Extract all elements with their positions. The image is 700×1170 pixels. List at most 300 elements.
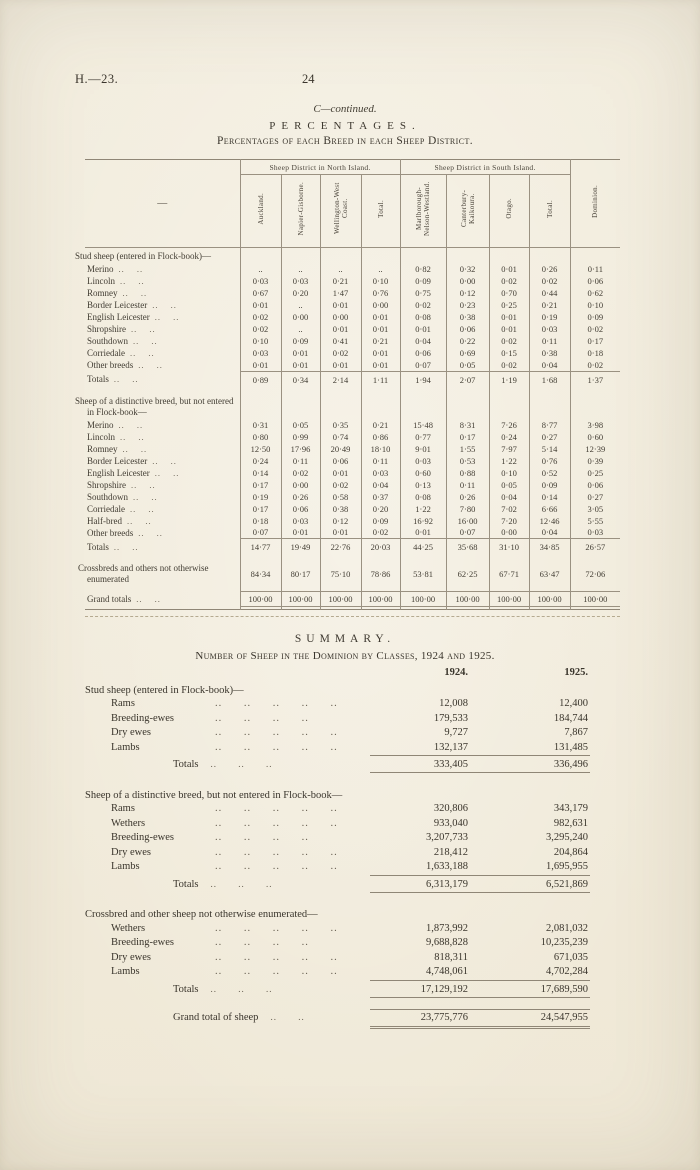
value-cell: 0·12 xyxy=(320,515,361,527)
row-label: Dry ewes xyxy=(111,727,151,738)
row-label xyxy=(85,287,240,299)
totals-label xyxy=(85,371,240,388)
value-cell: 0·21 xyxy=(529,299,570,311)
value-cell: 12·39 xyxy=(570,443,620,455)
value-cell: 0·02 xyxy=(489,275,529,287)
table-row xyxy=(85,299,620,311)
value-cell: 0·60 xyxy=(570,431,620,443)
value-cell: 0·38 xyxy=(529,347,570,359)
spacer-row xyxy=(85,773,590,785)
value-cell: 15·48 xyxy=(400,419,446,431)
value-cell: 0·82 xyxy=(400,263,446,275)
summary-totals-row xyxy=(85,980,590,997)
value-cell: 8·77 xyxy=(529,419,570,431)
value-cell: 0·02 xyxy=(240,311,281,323)
table-end-rule xyxy=(85,616,620,617)
crossbreds-label xyxy=(78,560,240,586)
leader-dots: .. .. .. .. xyxy=(215,937,309,948)
leader-dots: .. .. .. .. .. xyxy=(215,698,338,709)
row-label xyxy=(85,431,240,443)
value-cell: 100·00 xyxy=(529,591,570,606)
value-cell xyxy=(361,606,400,609)
value-cell: 1·22 xyxy=(400,503,446,515)
row-label xyxy=(85,275,240,287)
value-cell: 0·52 xyxy=(529,467,570,479)
value-cell: 1·68 xyxy=(529,371,570,388)
value-cell: 0·86 xyxy=(361,431,400,443)
value-cell: 1·55 xyxy=(446,443,489,455)
value-1924: 320,806 xyxy=(433,803,468,814)
percentages-heading: PERCENTAGES. xyxy=(269,120,421,132)
value-1925: 10,235,239 xyxy=(540,937,588,948)
value-cell: 0·76 xyxy=(361,287,400,299)
summary-row xyxy=(85,936,590,951)
grand-total-row xyxy=(85,1009,590,1027)
value-cell: 0·20 xyxy=(361,503,400,515)
row-label-text: Border Leicester xyxy=(87,455,148,466)
otago-header-text: Otago. xyxy=(505,198,514,219)
leader-dots: .. .. xyxy=(118,264,144,274)
value-1925: 131,485 xyxy=(553,741,588,753)
value-cell: 0·60 xyxy=(400,467,446,479)
value-cell: 0·62 xyxy=(570,287,620,299)
row-label: Breeding-ewes xyxy=(111,832,174,843)
value-cell: 0·01 xyxy=(320,323,361,335)
value-cell xyxy=(400,248,446,264)
row-label xyxy=(85,467,240,479)
dominion-header-text: Dominion. xyxy=(591,184,600,218)
leader-dots: .. .. xyxy=(129,503,155,514)
value-cell: 0·01 xyxy=(361,347,400,359)
value-cell: 0·10 xyxy=(240,335,281,347)
row-label: Rams xyxy=(111,803,135,814)
value-cell: 0·01 xyxy=(320,359,361,371)
continued-note: C—continued. xyxy=(313,103,377,115)
value-cell: 0·14 xyxy=(240,467,281,479)
value-cell: 0·02 xyxy=(320,479,361,491)
south-island-total-header-text: Total. xyxy=(545,199,554,218)
section-title xyxy=(85,904,590,922)
value-1924: 1,633,188 xyxy=(426,861,468,872)
leader-dots: .. .. xyxy=(120,276,145,286)
value-cell: 0·69 xyxy=(446,347,489,359)
value-cell: 0·01 xyxy=(320,467,361,479)
totals-1924: 6,313,179 xyxy=(370,875,470,892)
row-label: Breeding-ewes xyxy=(111,937,174,948)
summary-totals-row xyxy=(85,875,590,892)
value-cell xyxy=(570,248,620,264)
value-cell: 0·02 xyxy=(529,275,570,287)
summary-section-row xyxy=(85,785,590,803)
value-cell: .. xyxy=(361,263,400,275)
value-cell: 1·94 xyxy=(400,371,446,388)
totals-label xyxy=(85,756,370,773)
value-1924: 4,748,061 xyxy=(426,966,468,977)
table-row xyxy=(85,347,620,359)
value-cell xyxy=(400,606,446,609)
leader-dots: .. .. .. xyxy=(210,878,273,889)
value-cell: 31·10 xyxy=(489,539,529,556)
value-cell: 0·01 xyxy=(361,359,400,371)
marlborough-nelson-westland-header-text: Marlborough-Nelson-Westland. xyxy=(415,181,432,236)
row-label xyxy=(85,419,240,431)
table-row xyxy=(85,359,620,371)
table-row xyxy=(85,323,620,335)
summary-section-row xyxy=(85,904,590,922)
value-cell: .. xyxy=(281,299,320,311)
value-cell: 100·00 xyxy=(320,591,361,606)
value-cell: 0·38 xyxy=(320,503,361,515)
value-cell: 100·00 xyxy=(400,591,446,606)
row-label xyxy=(85,479,240,491)
value-cell: 0·07 xyxy=(240,527,281,539)
leader-dots: .. .. .. .. xyxy=(215,712,309,724)
value-cell: 72·06 xyxy=(570,560,620,586)
value-cell xyxy=(240,393,281,419)
wellington-west-coast-column-header xyxy=(320,175,361,248)
value-cell: 16·92 xyxy=(400,515,446,527)
table-row xyxy=(85,287,620,299)
summary-section-row xyxy=(85,680,590,698)
year-header-row xyxy=(85,665,590,680)
value-cell: 1·11 xyxy=(361,371,400,388)
table-row xyxy=(85,248,620,264)
value-cell: 0·11 xyxy=(281,455,320,467)
row-label xyxy=(85,491,240,503)
value-cell: 80·17 xyxy=(281,560,320,586)
table-row xyxy=(85,539,620,556)
leader-dots: .. .. .. .. .. xyxy=(215,846,338,858)
summary-totals-row xyxy=(85,756,590,773)
section-title-text: Crossbred and other sheep not otherwise enumerated— xyxy=(85,909,318,920)
page-header xyxy=(65,72,625,88)
value-cell: 7·26 xyxy=(489,419,529,431)
value-cell: 3·05 xyxy=(570,503,620,515)
value-cell: 0·02 xyxy=(361,527,400,539)
value-1925: 2,081,032 xyxy=(546,922,588,934)
value-cell: 0·41 xyxy=(320,335,361,347)
value-cell: 0·09 xyxy=(400,275,446,287)
value-1924: 818,311 xyxy=(434,951,468,963)
table-row xyxy=(85,560,620,586)
table-row xyxy=(85,491,620,503)
value-cell xyxy=(570,393,620,419)
row-label-text: Romney xyxy=(87,288,118,298)
value-cell: 100·00 xyxy=(240,591,281,606)
value-cell: .. xyxy=(320,263,361,275)
summary-row xyxy=(85,697,590,712)
grand-total-label xyxy=(85,1009,370,1027)
value-cell: 0·12 xyxy=(446,287,489,299)
value-cell: 0·11 xyxy=(570,263,620,275)
value-cell: 7·20 xyxy=(489,515,529,527)
leader-dots: .. .. xyxy=(152,300,177,310)
dominion-column-header xyxy=(570,160,620,248)
value-cell xyxy=(281,248,320,264)
leader-dots: .. .. xyxy=(270,1012,305,1022)
value-cell: 0·06 xyxy=(446,323,489,335)
value-cell: 0·01 xyxy=(489,263,529,275)
table-row xyxy=(85,503,620,515)
value-cell xyxy=(489,606,529,609)
table-row xyxy=(85,393,620,419)
summary-row xyxy=(85,726,590,741)
value-cell: 0·06 xyxy=(570,479,620,491)
value-cell: 0·38 xyxy=(446,311,489,323)
table-row xyxy=(85,431,620,443)
totals-label xyxy=(85,539,240,556)
row-label-text: Lincoln xyxy=(87,276,115,286)
value-cell: 0·09 xyxy=(361,515,400,527)
value-cell: 0·39 xyxy=(570,455,620,467)
summary-subheading: Number of Sheep in the Dominion by Classes, 1924 and 1925. xyxy=(195,649,495,662)
value-cell: 0·37 xyxy=(361,491,400,503)
value-cell: 0·58 xyxy=(320,491,361,503)
summary-row xyxy=(85,712,590,727)
value-1924: 179,533 xyxy=(433,712,468,724)
value-cell: 0·88 xyxy=(446,467,489,479)
value-cell: 0·03 xyxy=(281,515,320,527)
value-cell xyxy=(320,393,361,419)
section-title xyxy=(75,248,240,264)
north-island-total-header-text: Total. xyxy=(376,199,385,218)
row-label xyxy=(85,347,240,359)
value-cell: 0·74 xyxy=(320,431,361,443)
value-cell: 0·00 xyxy=(320,311,361,323)
table-row xyxy=(85,443,620,455)
value-cell: 0·00 xyxy=(281,311,320,323)
value-1925: 3,295,240 xyxy=(546,832,588,843)
value-cell: 12·46 xyxy=(529,515,570,527)
leader-dots: .. .. xyxy=(138,360,163,370)
value-cell: 0·05 xyxy=(446,359,489,371)
row-label xyxy=(85,527,240,539)
value-1924: 9,727 xyxy=(444,727,468,738)
value-cell: 0·02 xyxy=(320,347,361,359)
value-cell: 67·71 xyxy=(489,560,529,586)
value-cell: 78·86 xyxy=(361,560,400,586)
row-label-text: Totals xyxy=(87,374,109,385)
value-cell: 0·01 xyxy=(489,311,529,323)
north-island-group-header: Sheep District in North Island. xyxy=(240,160,400,175)
row-label: Wethers xyxy=(111,922,146,934)
totals-1925: 17,689,590 xyxy=(470,980,590,997)
leader-dots: .. .. .. .. .. xyxy=(215,803,338,814)
totals-label xyxy=(85,875,370,892)
value-cell: 0·18 xyxy=(570,347,620,359)
value-cell: .. xyxy=(240,263,281,275)
value-cell: 0·03 xyxy=(240,275,281,287)
leader-dots: .. .. .. xyxy=(210,759,273,769)
summary-table-body xyxy=(85,665,590,1028)
value-cell: 0·24 xyxy=(240,455,281,467)
row-label xyxy=(85,299,240,311)
leader-dots: .. .. xyxy=(154,312,180,322)
value-cell: 20·49 xyxy=(320,443,361,455)
value-cell: 0·10 xyxy=(361,275,400,287)
value-cell: 63·47 xyxy=(529,560,570,586)
totals-label-text: Totals xyxy=(173,878,199,890)
row-label-text: Stud sheep (entered in Flock-book)— xyxy=(75,251,211,261)
value-cell xyxy=(240,606,281,609)
value-cell: 100·00 xyxy=(570,591,620,606)
row-label-text: Other breeds xyxy=(87,360,134,370)
totals-label-text: Totals xyxy=(173,759,199,770)
value-cell: 0·03 xyxy=(570,527,620,539)
value-cell: 53·81 xyxy=(400,560,446,586)
percent-table-title: Percentages of each Breed in each Sheep District. xyxy=(216,135,474,147)
value-cell: 0·07 xyxy=(446,527,489,539)
value-cell: 0·20 xyxy=(281,287,320,299)
value-1925: 12,400 xyxy=(559,698,588,709)
value-cell: 0·89 xyxy=(240,371,281,388)
leader-dots: .. .. .. .. .. xyxy=(215,861,338,873)
value-cell: 0·18 xyxy=(240,515,281,527)
wellington-west-coast-header-text: Wellington-West Coast. xyxy=(332,182,349,235)
value-cell: 1·19 xyxy=(489,371,529,388)
value-cell: 7·80 xyxy=(446,503,489,515)
value-cell: 17·96 xyxy=(281,443,320,455)
value-1925: 7,867 xyxy=(564,727,588,738)
value-cell: 0·06 xyxy=(570,275,620,287)
value-cell xyxy=(361,248,400,264)
south-island-total-column-header xyxy=(529,175,570,248)
value-cell: 0·02 xyxy=(570,323,620,335)
value-cell: 0·10 xyxy=(570,299,620,311)
napier-gisborne-header-text: Napier-Gisborne. xyxy=(296,181,305,236)
leader-dots: .. .. xyxy=(126,515,152,526)
row-label-text: Lincoln xyxy=(87,431,115,442)
row-label xyxy=(85,263,240,275)
summary-row xyxy=(85,831,590,846)
totals-label-text: Totals xyxy=(173,983,199,995)
row-label: Breeding-ewes xyxy=(111,712,174,724)
totals-label xyxy=(85,980,370,997)
value-cell: 16·00 xyxy=(446,515,489,527)
summary-row xyxy=(85,860,590,875)
row-label: Lambs xyxy=(111,861,140,873)
value-cell: 5·55 xyxy=(570,515,620,527)
value-cell: 0·09 xyxy=(529,479,570,491)
row-label-text: Shropshire xyxy=(87,479,126,490)
value-cell: 0·09 xyxy=(281,335,320,347)
value-cell xyxy=(529,393,570,419)
value-cell: 0·00 xyxy=(361,299,400,311)
row-label-text: Southdown xyxy=(87,491,129,502)
value-cell: 0·11 xyxy=(361,455,400,467)
value-cell xyxy=(489,393,529,419)
value-cell xyxy=(320,606,361,609)
leader-dots: .. .. .. .. .. xyxy=(215,966,338,978)
value-cell: 0·01 xyxy=(400,527,446,539)
value-1924: 218,412 xyxy=(433,846,468,858)
value-cell: 0·09 xyxy=(570,311,620,323)
year-1924-header: 1924. xyxy=(444,666,468,678)
corner-cell: — xyxy=(85,160,240,248)
value-cell: 5·14 xyxy=(529,443,570,455)
value-cell: 0·01 xyxy=(320,299,361,311)
leader-dots: .. .. .. .. .. xyxy=(215,922,338,934)
value-cell xyxy=(446,248,489,264)
row-label: Lambs xyxy=(111,741,140,753)
value-cell: 1·47 xyxy=(320,287,361,299)
value-1924: 12,008 xyxy=(439,698,468,709)
value-cell: 0·13 xyxy=(400,479,446,491)
totals-1925: 6,521,869 xyxy=(470,875,590,892)
row-label-text: Half-bred xyxy=(87,515,122,526)
table-row xyxy=(85,311,620,323)
row-label-text: Merino xyxy=(87,419,114,430)
value-cell: 0·21 xyxy=(361,419,400,431)
value-cell: 0·15 xyxy=(489,347,529,359)
table-row xyxy=(85,371,620,388)
row-label-text: Totals xyxy=(87,541,109,552)
value-cell: 0·01 xyxy=(281,527,320,539)
value-cell: 0·06 xyxy=(320,455,361,467)
leader-dots: .. .. xyxy=(122,288,148,298)
leader-dots: .. .. xyxy=(113,541,139,552)
value-cell: 0·10 xyxy=(489,467,529,479)
value-1925: 4,702,284 xyxy=(546,966,588,977)
summary-table xyxy=(85,665,590,1029)
value-cell: 0·04 xyxy=(529,359,570,371)
row-label-text: English Leicester xyxy=(87,312,150,322)
value-cell: 0·67 xyxy=(240,287,281,299)
value-cell: 0·19 xyxy=(529,311,570,323)
value-cell: 0·04 xyxy=(529,527,570,539)
value-cell: 0·02 xyxy=(489,359,529,371)
value-cell: 0·01 xyxy=(489,323,529,335)
value-cell: 0·26 xyxy=(446,491,489,503)
section-title xyxy=(75,393,240,419)
value-cell: 75·10 xyxy=(320,560,361,586)
row-label xyxy=(85,515,240,527)
totals-1924: 17,129,192 xyxy=(370,980,470,997)
value-cell: 0·22 xyxy=(446,335,489,347)
table-row xyxy=(85,467,620,479)
value-cell: 0·27 xyxy=(529,431,570,443)
summary-row xyxy=(85,922,590,937)
value-cell: 0·11 xyxy=(529,335,570,347)
value-cell: 0·21 xyxy=(361,335,400,347)
table-row xyxy=(85,591,620,606)
value-cell: 19·49 xyxy=(281,539,320,556)
grand-totals-label xyxy=(85,591,240,606)
value-1925: 671,035 xyxy=(553,951,588,963)
value-cell: 100·00 xyxy=(446,591,489,606)
value-cell: 0·26 xyxy=(281,491,320,503)
leader-dots: .. .. xyxy=(136,593,161,604)
value-cell xyxy=(529,606,570,609)
value-cell: 2·07 xyxy=(446,371,489,388)
value-1925: 184,744 xyxy=(553,712,588,724)
value-cell: 0·02 xyxy=(400,299,446,311)
table-row xyxy=(85,479,620,491)
row-label: Dry ewes xyxy=(111,846,151,858)
document-reference: H.—23. xyxy=(75,72,119,86)
value-cell: 0·25 xyxy=(570,467,620,479)
value-cell xyxy=(320,248,361,264)
value-cell: 0·01 xyxy=(400,323,446,335)
value-cell: .. xyxy=(281,263,320,275)
value-cell: 0·00 xyxy=(281,479,320,491)
value-cell: 1·37 xyxy=(570,371,620,388)
leader-dots: .. .. xyxy=(113,374,139,385)
row-label-text: Other breeds xyxy=(87,527,134,538)
row-label-text: Sheep of a distinctive breed, but not entered in Flock-book— xyxy=(75,395,234,417)
table-row xyxy=(85,275,620,287)
value-cell: 14·77 xyxy=(240,539,281,556)
